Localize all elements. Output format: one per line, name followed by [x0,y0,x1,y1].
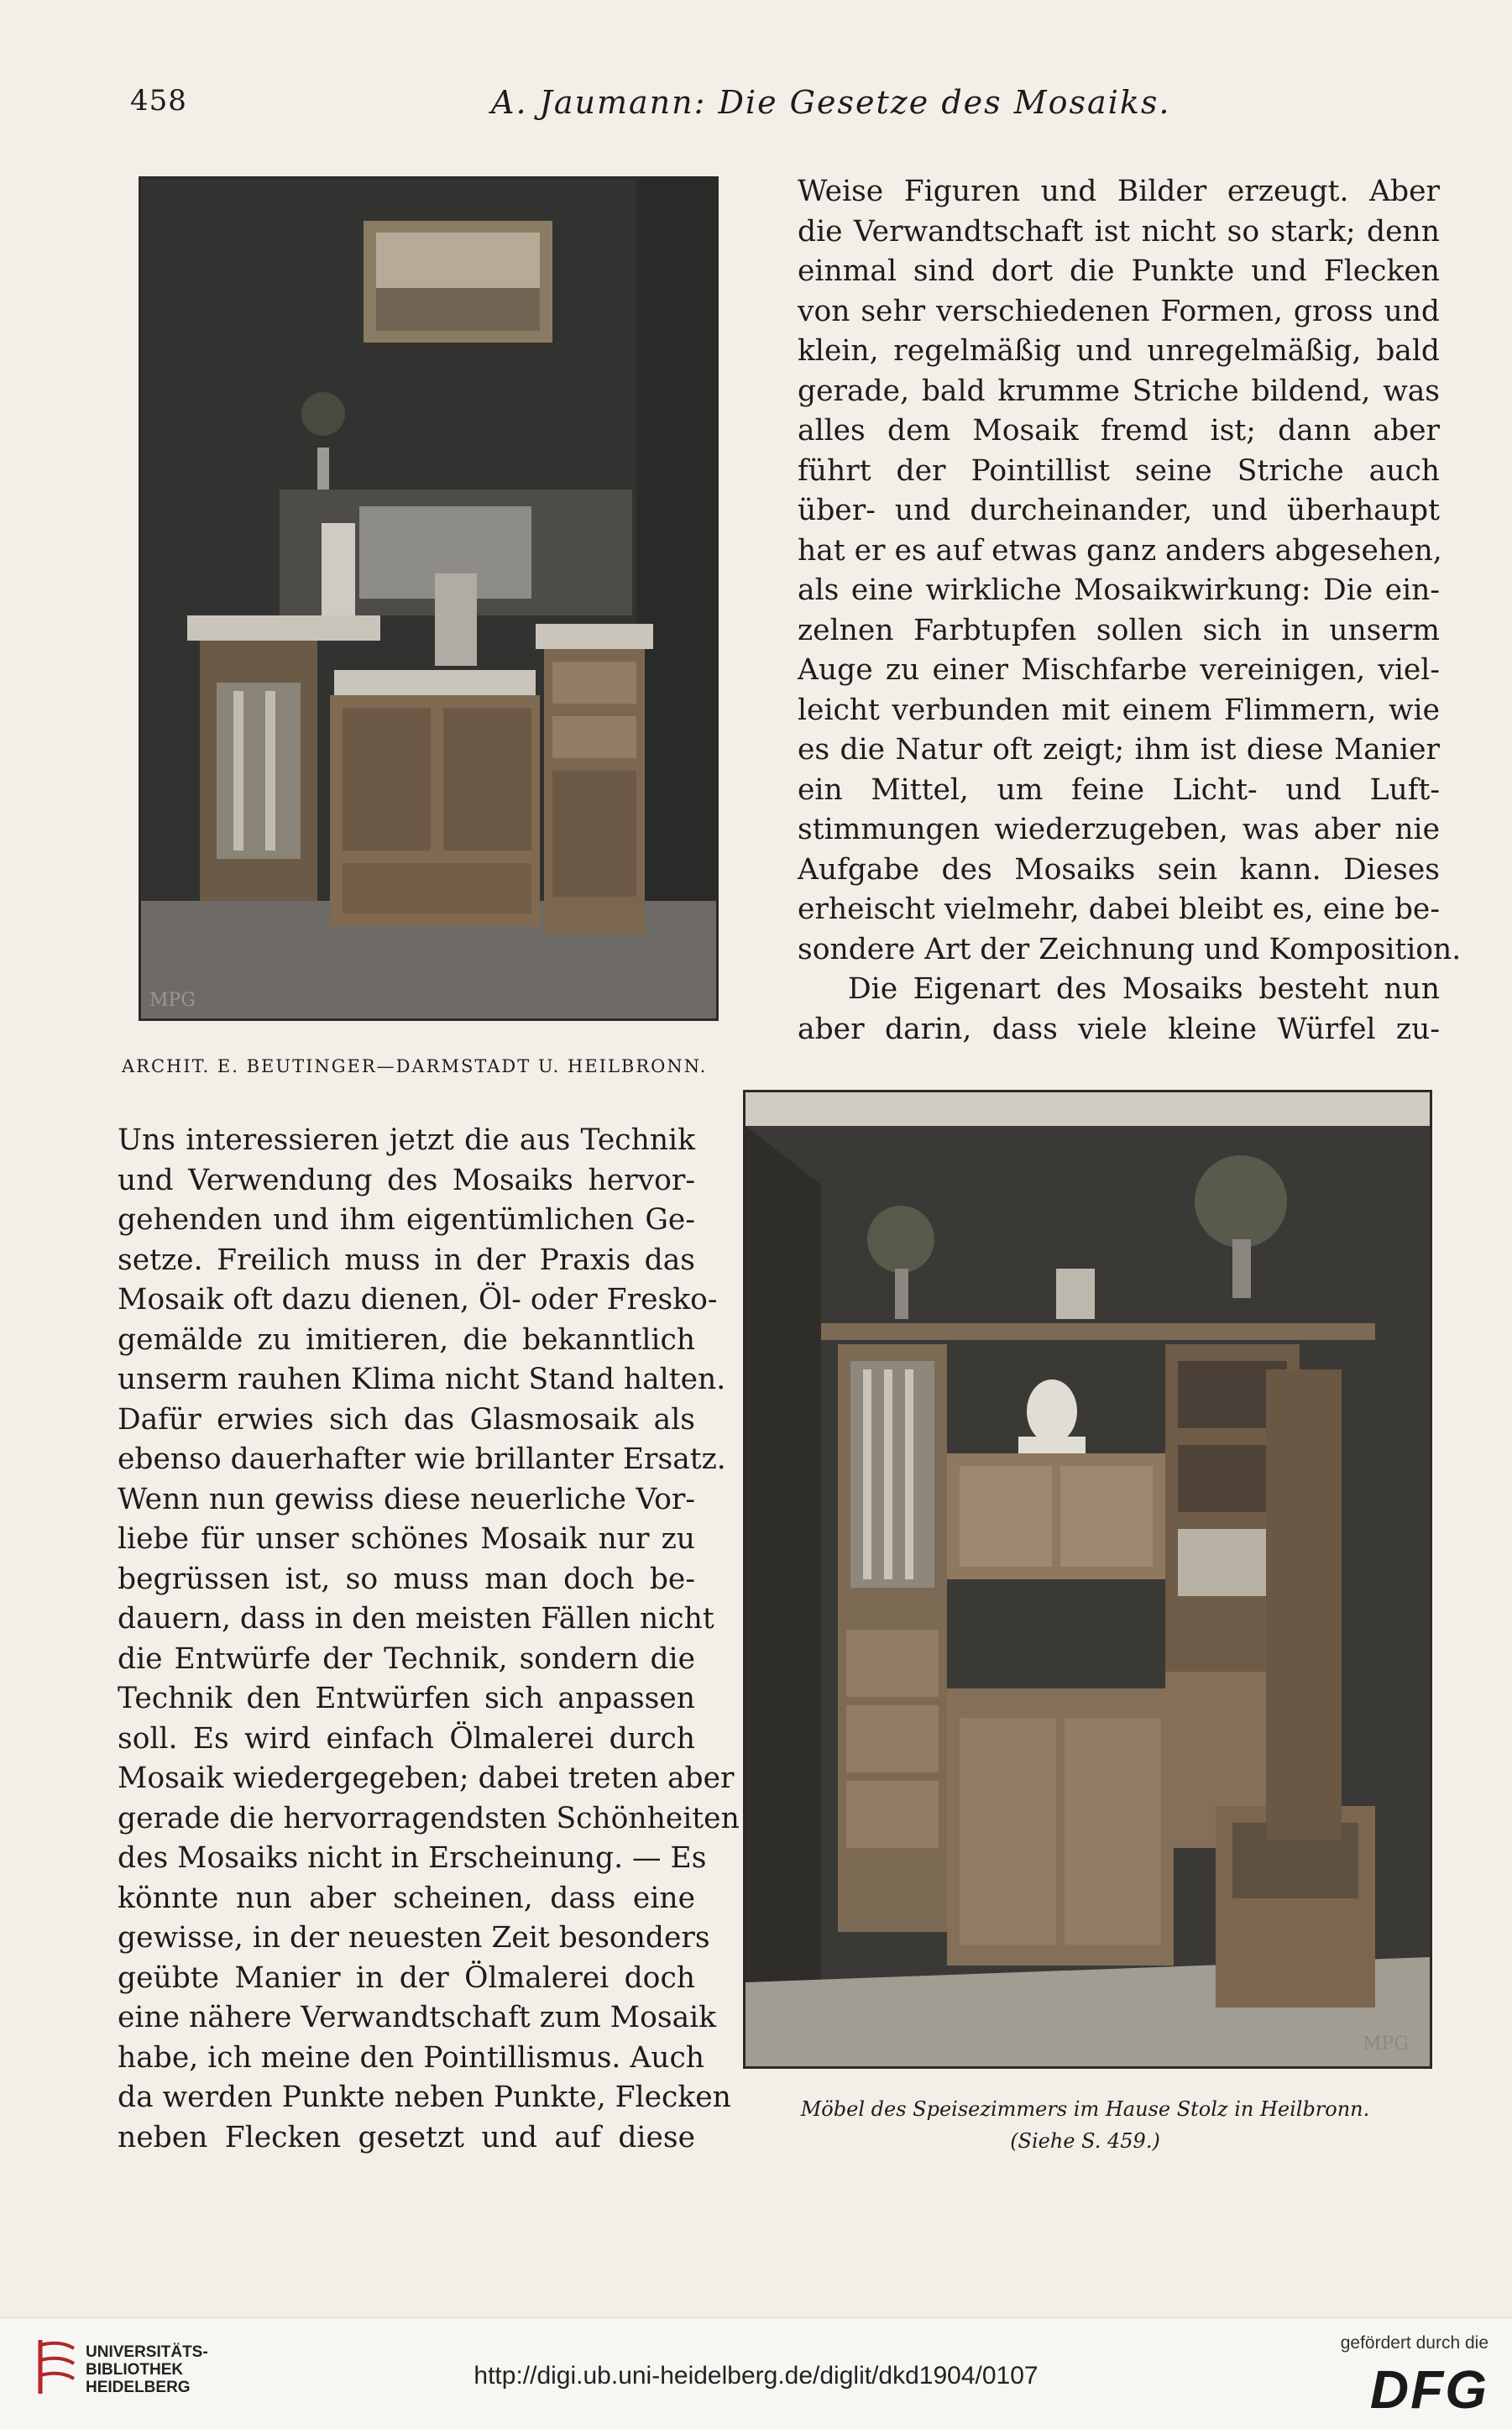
right-column-text [798,172,1462,1050]
text-line: soll. Es wird einfach Ölmalerei durch [118,1721,695,1756]
text-line: habe, ich meine den Pointillismus. Auch [118,2040,705,2075]
text-line: sondere Art der Zeichnung und Komposition. [798,932,1462,966]
text-line: gewisse, in der neuesten Zeit besonders [118,1921,710,1955]
dfg-logo: DFG [1369,2359,1488,2420]
page-header [0,84,1512,134]
text-line: liebe für unser schönes Mosaik nur zu [118,1522,695,1556]
dining-furniture-photo [743,1090,1432,2069]
text-line: ebenso dauerhafter wie brillanter Ersatz. [118,1442,726,1476]
bottom-figure-caption-reference: (Siehe S. 459.) [1010,2129,1160,2153]
text-line: alles dem Mosaik fremd ist; dann aber [798,414,1440,448]
text-line: Mosaik oft dazu dienen, Öl- oder Fresko- [118,1283,718,1317]
text-line: Dafür erwies sich das Glasmosaik als [118,1402,695,1437]
sideboard-photo [139,176,719,1021]
text-line: und Verwendung des Mosaiks hervor- [118,1163,695,1197]
top-figure-caption: ARCHIT. E. BEUTINGER—DARMSTADT U. HEILBRONN. [122,1056,708,1076]
text-line: Technik den Entwürfen sich anpassen [118,1682,695,1715]
library-name-line: BIBLIOTHEK [86,2361,184,2379]
page-number: 458 [130,84,187,118]
text-line: ein Mittel, um feine Licht- und Luft- [798,772,1440,807]
text-line: dauern, dass in den meisten Fällen nicht [118,1602,714,1636]
text-line: klein, regelmäßig und unregelmäßig, bald [798,334,1440,368]
text-line: Mosaik wiedergegeben; dabei treten aber [118,1762,735,1795]
dining-furniture-photo-illustration [746,1092,1430,2066]
sideboard-photo-illustration [141,179,716,1018]
text-line: unserm rauhen Klima nicht Stand halten. [118,1363,726,1396]
text-line: erheischt vielmehr, dabei bleibt es, eine be- [798,893,1440,926]
digitization-footer [0,2317,1512,2429]
text-line: einmal sind dort die Punkte und Flecken [798,254,1440,288]
text-line: als eine wirkliche Mosaikwirkung: Die ein- [798,573,1440,607]
sideboard-photo-monogram: MPG [149,990,196,1011]
text-line: hat er es auf etwas ganz anders abgesehen, [798,533,1442,568]
text-line: Weise Figuren und Bilder erzeugt. Aber [798,175,1440,208]
text-line: setze. Freilich muss in der Praxis das [118,1243,695,1277]
text-line: könnte nun aber scheinen, dass eine [118,1881,695,1915]
text-line: von sehr verschiedenen Formen, gross und [798,294,1440,328]
text-line: Auge zu einer Mischfarbe vereinigen, viel- [798,653,1440,687]
text-line: stimmungen wiederzugeben, was aber nie [798,813,1440,846]
bottom-figure-caption [743,2093,1427,2157]
dining-furniture-photo-monogram: MPG [1363,2034,1409,2055]
text-line: des Mosaiks nicht in Erscheinung. — Es [118,1841,707,1875]
bottom-figure-caption-title: Möbel des Speisezimmers im Hause Stolz in Heilbronn. [800,2097,1370,2121]
text-line: gehenden und ihm eigentümlichen Ge- [118,1203,695,1237]
text-line: aber darin, dass viele kleine Würfel zu- [798,1012,1440,1046]
text-line: die Verwandtschaft ist nicht so stark; denn [798,214,1440,249]
text-line: gerade, bald krumme Striche bildend, was [798,374,1440,408]
library-name-line: UNIVERSITÄTS- [86,2343,208,2361]
text-line: führt der Pointillist seine Striche auch [798,453,1440,488]
running-title: A. Jaumann: Die Gesetze des Mosaiks. [491,84,1171,121]
funded-by-label: gefördert durch die [1340,2333,1488,2353]
library-name-line: HEIDELBERG [86,2379,191,2396]
text-line: eine nähere Verwandtschaft zum Mosaik [118,2001,717,2034]
text-line: leicht verbunden mit einem Flimmern, wie [798,693,1440,727]
text-line: begrüssen ist, so muss man doch be- [118,1562,695,1596]
text-line: Die Eigenart des Mosaiks besteht nun [848,972,1440,1006]
left-column-text [118,1121,740,2158]
text-line: über- und durcheinander, und überhaupt [798,494,1440,527]
text-line: geübte Manier in der Ölmalerei doch [118,1960,695,1995]
text-line: Wenn nun gewiss diese neuerliche Vor- [118,1482,695,1516]
digital-copy-link[interactable]: http://digi.ub.uni-heidelberg.de/diglit/dkd1904/0107 [473,2362,1039,2390]
text-line: es die Natur oft zeigt; ihm ist diese Manier [798,733,1440,767]
text-line: zelnen Farbtupfen sollen sich in unserm [798,613,1440,647]
text-line: Aufgabe des Mosaiks sein kann. Dieses [798,852,1440,887]
text-line: da werden Punkte neben Punkte, Flecken [118,2081,731,2114]
text-line: gerade die hervorragendsten Schönheiten [118,1801,740,1835]
text-line: Uns interessieren jetzt die aus Technik [118,1123,695,1157]
text-line: die Entwürfe der Technik, sondern die [118,1641,695,1676]
text-line: neben Flecken gesetzt und auf diese [118,2120,695,2154]
text-line: gemälde zu imitieren, die bekanntlich [118,1322,695,1357]
